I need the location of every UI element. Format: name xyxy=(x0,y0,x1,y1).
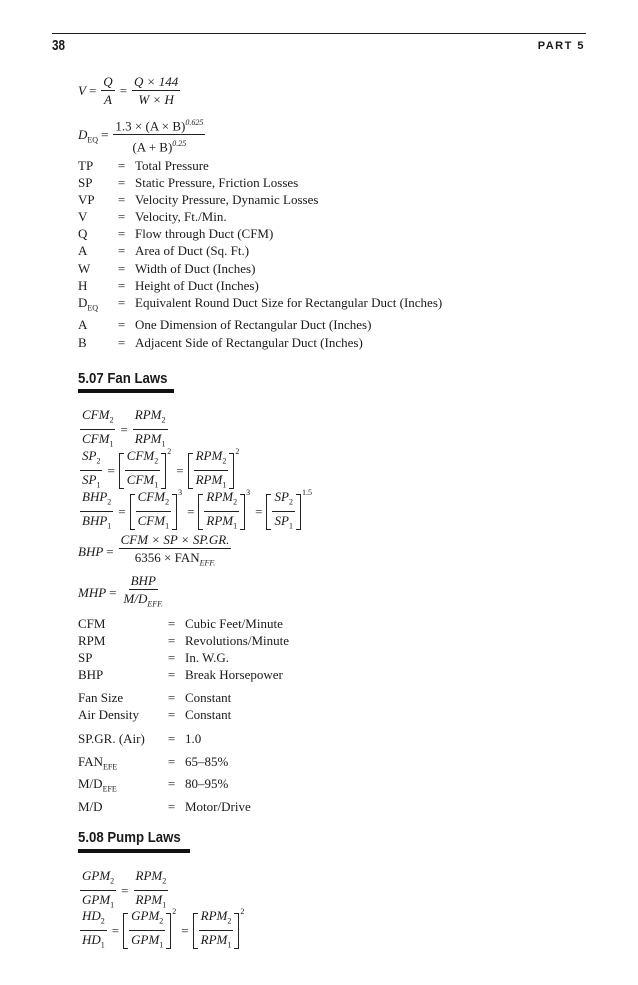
fan-law-sp: $\frac{SP_2}{SP_1}$ = $\frac{CFM_2}{CFM_1}$ 2 = $\frac{RPM_2}{RPM_1}$ 2 xyxy=(82,447,240,490)
fan-definitions xyxy=(78,615,289,815)
definition-symbol: $D_{EQ}$ xyxy=(78,294,99,313)
definition-symbol: Air Density xyxy=(78,707,140,723)
definition-symbol: RPM xyxy=(78,633,106,649)
definition-symbol: V xyxy=(78,209,88,225)
definition-row xyxy=(78,208,442,225)
definition-description: Cubic Feet/Minute xyxy=(185,616,283,631)
definition-description: Static Pressure, Friction Losses xyxy=(135,175,299,191)
definition-description: Flow through Duct (CFM) xyxy=(135,226,274,242)
definition-row xyxy=(78,191,442,208)
definition-row xyxy=(78,174,442,191)
definition-row xyxy=(78,334,442,351)
definition-equals: = xyxy=(167,730,176,746)
pump-law-gpm-rpm: $\frac{GPM_2}{GPM_1}$ = $\frac{RPM_2}{RPM_1}$ xyxy=(82,868,167,910)
definition-row xyxy=(78,666,289,683)
definition-equals: = xyxy=(167,690,176,706)
definition-row xyxy=(78,225,442,242)
fan-law-cfm-rpm: $\frac{CFM_2}{CFM_1}$ = $\frac{RPM_2}{RPM_1}$ xyxy=(82,407,166,449)
definition-symbol: H xyxy=(78,277,88,293)
definition-equals: = xyxy=(167,616,176,631)
definition-symbol: A xyxy=(78,243,88,259)
definition-equals: = xyxy=(117,175,126,191)
definition-description: Velocity, Ft./Min. xyxy=(135,209,227,225)
definition-row xyxy=(78,706,289,723)
definition-description: One Dimension of Rectangular Duct (Inches) xyxy=(135,317,372,333)
definition-row xyxy=(78,632,289,649)
definition-description: Area of Duct (Sq. Ft.) xyxy=(135,243,250,259)
definition-description: Motor/Drive xyxy=(185,799,251,815)
definition-symbol: M/D xyxy=(78,799,103,815)
definition-equals: = xyxy=(117,192,126,208)
definition-symbol: BHP xyxy=(78,667,104,683)
definition-equals: = xyxy=(117,209,126,225)
definition-symbol: $M/D_{EFE}$ xyxy=(78,776,117,794)
definition-equals: = xyxy=(117,277,126,293)
definition-equals: = xyxy=(167,667,176,683)
definition-symbol: SP xyxy=(78,650,93,666)
definition-description: Adjacent Side of Rectangular Duct (Inches) xyxy=(135,334,363,350)
definition-row xyxy=(78,798,289,815)
definition-row xyxy=(78,316,442,333)
definition-equals: = xyxy=(167,753,176,769)
section-rule-pump-laws xyxy=(78,849,190,853)
definition-symbol: SP.GR. (Air) xyxy=(78,730,145,746)
pump-law-hd: $\frac{HD_2}{HD_1}$ = $\frac{GPM_2}{GPM_1}$ 2 = $\frac{RPM_2}{RPM_1}$ 2 xyxy=(82,907,245,950)
definition-description: In. W.G. xyxy=(185,650,230,666)
definition-equals: = xyxy=(167,633,176,649)
definition-row xyxy=(78,260,442,277)
header-rule xyxy=(52,33,586,34)
definition-equals: = xyxy=(117,294,126,310)
definition-description: Break Horsepower xyxy=(185,667,283,683)
section-title-fan-laws: 5.07 Fan Laws xyxy=(78,370,168,387)
definition-description: 1.0 xyxy=(185,730,202,746)
definition-row xyxy=(78,277,442,294)
definition-description: 80–95% xyxy=(185,776,229,792)
definition-row xyxy=(78,753,289,776)
definition-row xyxy=(78,689,289,706)
section-title-pump-laws: 5.08 Pump Laws xyxy=(78,829,181,846)
definition-description: Height of Duct (Inches) xyxy=(135,277,259,293)
definition-equals: = xyxy=(167,799,176,815)
definition-row xyxy=(78,649,289,666)
definition-row xyxy=(78,775,289,798)
page-number: 38 xyxy=(52,37,66,54)
definition-symbol: SP xyxy=(78,175,93,191)
definition-row xyxy=(78,615,289,632)
definition-equals: = xyxy=(167,776,176,792)
definition-equals: = xyxy=(117,243,126,259)
definition-equals: = xyxy=(117,226,126,242)
definition-description: Velocity Pressure, Dynamic Losses xyxy=(135,192,319,208)
definition-equals: = xyxy=(117,158,126,173)
definition-equals: = xyxy=(117,260,126,276)
bhp-formula: BHP = $\frac{\text{CFM × SP × SP.GR.}}{6356 \times FAN_{EFF.}}$ xyxy=(78,532,230,568)
definition-equals: = xyxy=(167,707,176,723)
definition-symbol: A xyxy=(78,317,88,333)
definition-row xyxy=(78,242,442,259)
fan-law-bhp: $\frac{BHP_2}{BHP_1}$ = $\frac{CFM_2}{CFM_1}$ 3 = $\frac{RPM_2}{RPM_1}$ 3 = $\frac{SP_2}{SP_1}$ 1.5 xyxy=(82,488,312,531)
definition-description: 65–85% xyxy=(185,753,229,769)
definition-symbol: VP xyxy=(78,192,95,208)
definition-row xyxy=(78,157,442,174)
definition-description: Width of Duct (Inches) xyxy=(135,260,256,276)
definition-equals: = xyxy=(117,317,126,333)
deq-formula: $D_{EQ}$ = $\frac{1.3 \times (A \times B)^{0.625}}{(A + B)^{0.25}}$ xyxy=(78,118,204,155)
definition-symbol: Fan Size xyxy=(78,690,124,706)
definition-symbol: CFM xyxy=(78,616,106,631)
definition-symbol: W xyxy=(78,260,91,276)
definition-symbol: B xyxy=(78,334,87,350)
definition-symbol: $FAN_{EFE}$ xyxy=(78,753,118,772)
definition-row xyxy=(78,294,442,317)
definition-symbol: TP xyxy=(78,158,94,173)
velocity-formula: V = $\frac{Q}{A}$ = $\frac{Q \times 144}{W \times H}$ xyxy=(78,74,179,107)
part-label: PART 5 xyxy=(537,40,585,52)
definition-symbol: Q xyxy=(78,226,88,242)
definition-description: Revolutions/Minute xyxy=(185,633,289,649)
definition-description: Equivalent Round Duct Size for Rectangular Duct (Inches) xyxy=(135,294,443,310)
section-rule-fan-laws xyxy=(78,389,174,393)
definition-description: Constant xyxy=(185,707,232,723)
definition-description: Constant xyxy=(185,690,232,706)
duct-definitions xyxy=(78,157,442,351)
definition-equals: = xyxy=(167,650,176,666)
definition-equals: = xyxy=(117,334,126,350)
mhp-formula: MHP = $\frac{\text{BHP}}{M/D_{EFF.}}$ xyxy=(78,573,163,609)
definition-description: Total Pressure xyxy=(135,158,209,173)
definition-row xyxy=(78,730,289,747)
